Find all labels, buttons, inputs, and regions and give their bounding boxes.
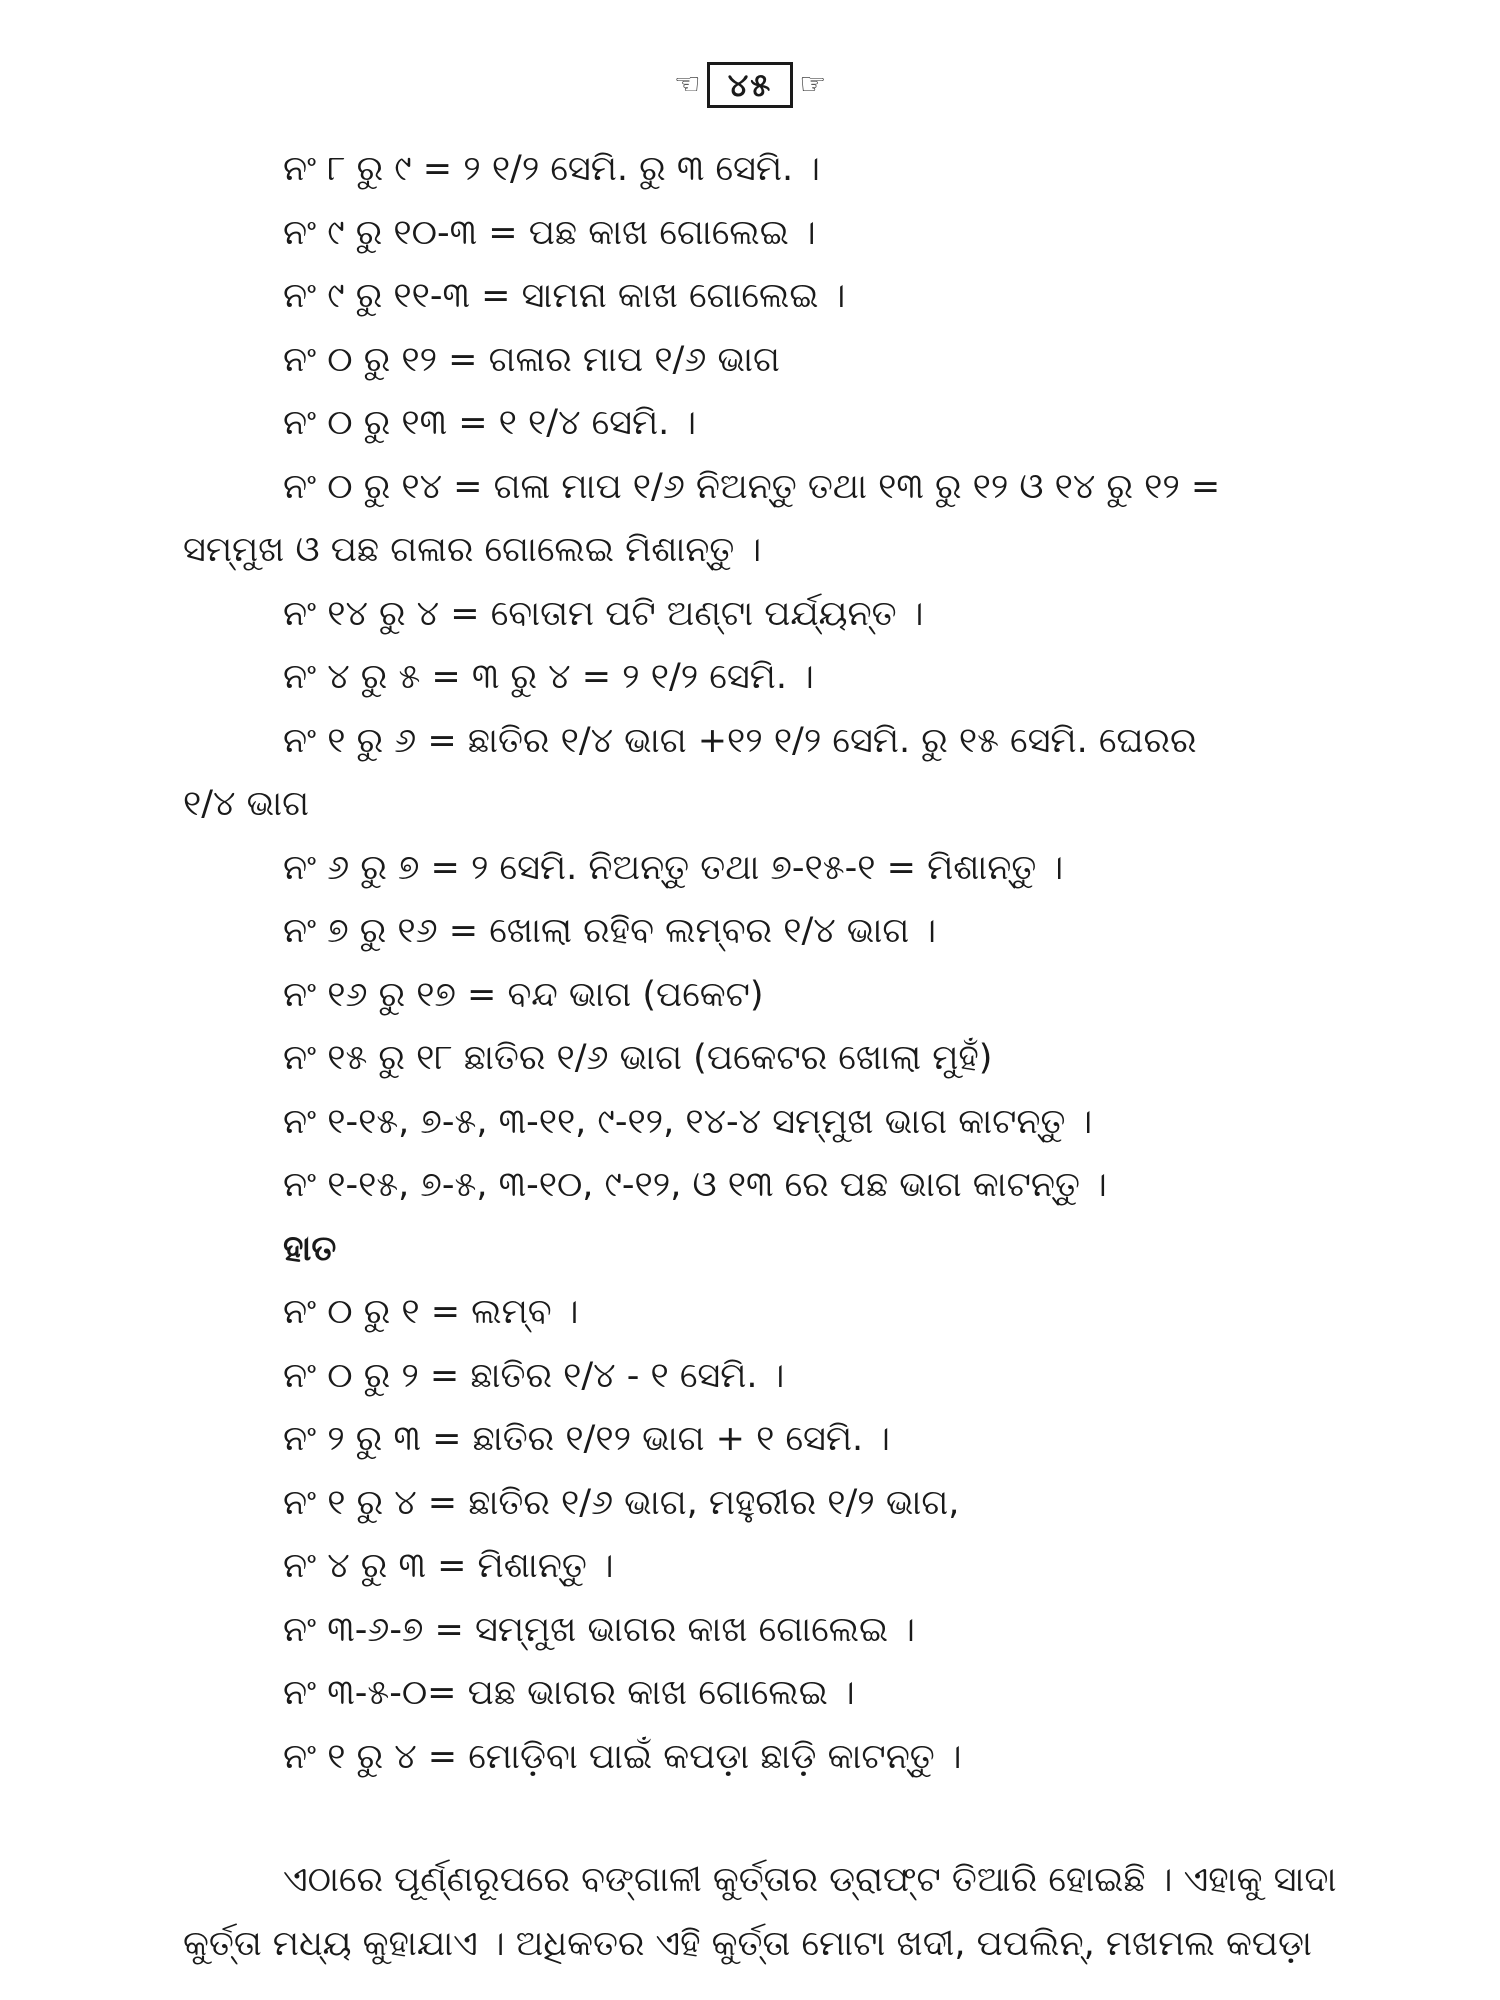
instruction-line: ନଂ ୦ ରୁ ୧୨ = ଗଳାର ମାପ ୧/୬ ଭାଗ (283, 339, 780, 380)
paragraph-spacer (0, 1789, 1500, 1849)
instruction-line: ନଂ ୧୪ ରୁ ୪ = ବୋତାମ ପଟି ଅଣ୍ଟା ପର୍ଯ୍ୟନ୍ତ । (283, 593, 924, 634)
instruction-line: ନଂ ୧ ରୁ ୪ = ଛାତିର ୧/୬ ଭାଗ, ମହୁରୀର ୧/୨ ଭାଗ, (283, 1482, 960, 1523)
instruction-line: ନଂ ୦ ରୁ ୧୪ = ଗଳା ମାପ ୧/୬ ନିଅନ୍ତୁ ତଥା ୧୩ ରୁ ୧୨ ଓ ୧୪ ରୁ ୧୨ = (283, 466, 1221, 507)
instruction-line: ନଂ ୭ ରୁ ୧୬ = ଖୋଲା ରହିବ ଲମ୍ବର ୧/୪ ଭାଗ । (283, 911, 937, 951)
instruction-line: ନଂ ୦ ରୁ ୧ = ଲମ୍ବ । (283, 1292, 579, 1332)
page-number: ୪୫ (707, 62, 793, 108)
closing-paragraph-line: କୁର୍ତ୍ତା ମଧ୍ୟ କୁହାଯାଏ । ଅଧିକତର ଏହି କୁର୍ତ୍ତା ମୋଟା ଖଦୀ, ପପଲିନ୍, ମଖମଲ କପଡ଼ା (183, 1923, 1312, 1964)
instruction-list (0, 138, 1500, 1789)
instruction-line: ନଂ ୩-୬-୭ = ସମ୍ମୁଖ ଭାଗର କାଖ ଗୋଲେଇ । (283, 1609, 916, 1650)
instruction-line: ନଂ ୧ ରୁ ୪ = ମୋଡ଼ିବା ପାଇଁ କପଡ଼ା ଛାଡ଼ି କାଟନ୍ତୁ । (283, 1736, 962, 1777)
closing-paragraph (0, 1849, 1500, 1976)
right-pointing-hand-icon: ☞ (799, 67, 827, 102)
instruction-line: ନଂ ୧୬ ରୁ ୧୭ = ବନ୍ଦ ଭାଗ (ପକେଟ) (283, 974, 764, 1015)
instruction-line: ନଂ ୩-୫-୦= ପଛ ଭାଗର କାଖ ଗୋଲେଇ । (283, 1673, 855, 1713)
closing-paragraph-line: ଏଠାରେ ପୂର୍ଣ୍ଣରୂପରେ ବଙ୍ଗାଳୀ କୁର୍ତ୍ତାର ଡ୍ରାଫ୍ଟ ତିଆରି ହୋଇଛି । ଏହାକୁ ସାଦା (283, 1860, 1337, 1900)
instruction-line: ନଂ ୧-୧୫, ୭-୫, ୩-୧୧, ୯-୧୨, ୧୪-୪ ସମ୍ମୁଖ ଭାଗ କାଟନ୍ତୁ । (283, 1101, 1093, 1142)
instruction-line: ନଂ ୯ ରୁ ୧୧-୩ = ସାମନା କାଖ ଗୋଲେଇ । (283, 276, 846, 316)
instruction-line: ନଂ ୯ ରୁ ୧୦-୩ = ପଛ କାଖ ଗୋଲେଇ । (283, 212, 816, 253)
instruction-line: ନଂ ୧୫ ରୁ ୧୮ ଛାତିର ୧/୬ ଭାଗ (ପକେଟର ଖୋଲା ମୁହଁ) (283, 1038, 993, 1078)
instruction-line: ୧/୪ ଭାଗ (183, 784, 309, 824)
left-pointing-hand-icon: ☜ (673, 67, 701, 102)
page-header (0, 62, 1500, 108)
instruction-line: ନଂ ୪ ରୁ ୩ = ମିଶାନ୍ତୁ । (283, 1546, 614, 1586)
instruction-line: ନଂ ୧ ରୁ ୬ = ଛାତିର ୧/୪ ଭାଗ +୧୨ ୧/୨ ସେମି. ରୁ ୧୫ ସେମି. ଘେରର (283, 720, 1197, 761)
page-body (0, 138, 1500, 1976)
instruction-line: ନଂ ୨ ରୁ ୩ = ଛାତିର ୧/୧୨ ଭାଗ + ୧ ସେମି. । (283, 1419, 891, 1459)
instruction-line: ନଂ ୪ ରୁ ୫ = ୩ ରୁ ୪ = ୨ ୧/୨ ସେମି. । (283, 657, 814, 697)
instruction-line: ନଂ ୦ ରୁ ୨ = ଛାତିର ୧/୪ - ୧ ସେମି. । (283, 1355, 785, 1396)
instruction-line: ନଂ ୦ ରୁ ୧୩ = ୧ ୧/୪ ସେମି. । (283, 403, 697, 443)
instruction-line: ନଂ ୧-୧୫, ୭-୫, ୩-୧୦, ୯-୧୨, ଓ ୧୩ ରେ ପଛ ଭାଗ କାଟନ୍ତୁ । (283, 1165, 1107, 1205)
instruction-line: ନଂ ୮ ରୁ ୯ = ୨ ୧/୨ ସେମି. ରୁ ୩ ସେମି. । (283, 149, 821, 189)
instruction-line: ସମ୍ମୁଖ ଓ ପଛ ଗଳାର ଗୋଲେଇ ମିଶାନ୍ତୁ । (183, 530, 762, 570)
section-heading: ହାତ (283, 1228, 337, 1269)
instruction-line: ନଂ ୬ ରୁ ୭ = ୨ ସେମି. ନିଅନ୍ତୁ ତଥା ୭-୧୫-୧ = ମିଶାନ୍ତୁ । (283, 847, 1064, 888)
